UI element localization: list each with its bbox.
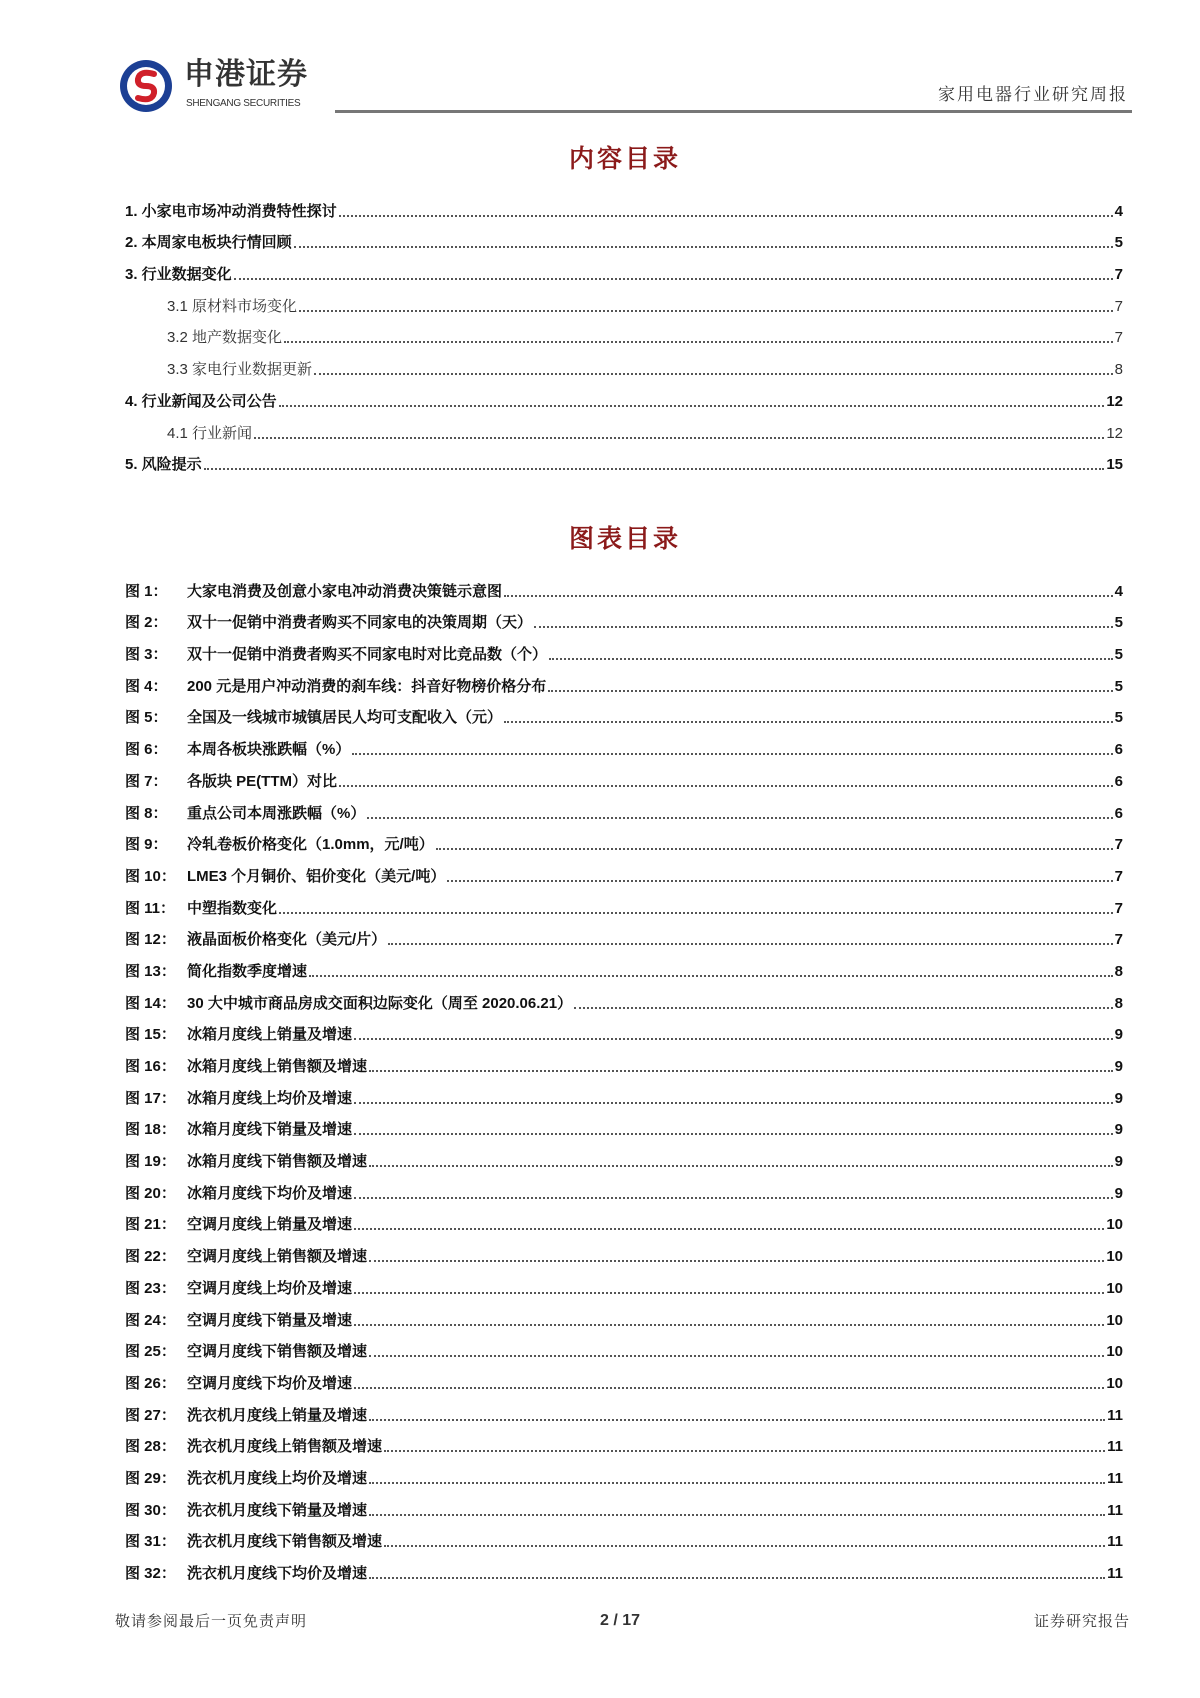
- toc-title: 内容目录: [568, 144, 681, 173]
- figure-entry[interactable]: [125, 982, 1123, 1014]
- footer-disclaimer: 敬请参阅最后一页免责声明: [115, 1612, 308, 1630]
- dot-leader: [369, 1577, 1105, 1579]
- dot-leader: [549, 658, 1113, 660]
- figure-entry-label: [125, 613, 532, 633]
- toc-entry-label: 3. 行业数据变化: [125, 266, 232, 284]
- page-indicator: 2 / 17: [600, 1612, 641, 1629]
- figure-entry-label: [125, 962, 307, 982]
- figure-entry-page: 9: [1114, 1121, 1123, 1139]
- toc-entry-page: 7: [1114, 329, 1123, 347]
- figure-entry-label: [125, 835, 434, 855]
- figure-entry-page: 7: [1114, 867, 1123, 885]
- figure-entry-text: 空调月度线下销售额及增速: [187, 1343, 368, 1361]
- figure-entry-label: [125, 1089, 352, 1109]
- figure-entry-number: 图 30：: [125, 1501, 176, 1519]
- figure-entry-page: 9: [1114, 1026, 1123, 1044]
- figure-entry-page: 11: [1107, 1406, 1123, 1424]
- figure-entry-page: 10: [1106, 1279, 1123, 1297]
- figure-entry-page: 5: [1114, 646, 1123, 664]
- figure-entry[interactable]: [125, 792, 1123, 824]
- figure-entry-text: 空调月度线上均价及增速: [187, 1279, 353, 1297]
- dot-leader: [354, 1133, 1113, 1135]
- dot-leader: [204, 468, 1105, 470]
- dot-leader: [384, 1545, 1105, 1547]
- figure-entry-text: 冰箱月度线上销量及增速: [187, 1026, 353, 1044]
- figure-entry[interactable]: [125, 1394, 1123, 1426]
- figure-entry-text: 全国及一线城市城镇居民人均可支配收入（元）: [187, 709, 503, 727]
- figure-entry-number: 图 8：: [125, 804, 168, 822]
- figure-entry-label: [125, 994, 572, 1014]
- figure-entry-number: 图 29：: [125, 1469, 176, 1487]
- figure-entry-number: 图 14：: [125, 994, 176, 1012]
- figure-entry-page: 7: [1114, 836, 1123, 854]
- figure-entry-page: 9: [1114, 1184, 1123, 1202]
- figure-entry-label: [125, 1342, 367, 1362]
- figure-entry-number: 图 10：: [125, 867, 176, 885]
- company-logo-icon: [118, 58, 174, 114]
- dot-leader: [369, 1482, 1105, 1484]
- toc-entry-page: 8: [1114, 361, 1123, 379]
- figure-entry[interactable]: [125, 1267, 1123, 1299]
- figure-entry[interactable]: [125, 1077, 1123, 1109]
- figure-entry-label: [125, 1057, 367, 1077]
- dot-leader: [574, 1007, 1113, 1009]
- figure-entry-text: 30 大中城市商品房成交面积边际变化（周至 2020.06.21）: [187, 994, 573, 1012]
- dot-leader: [339, 785, 1113, 787]
- dot-leader: [369, 1419, 1105, 1421]
- figure-entry-text: 冰箱月度线下销售额及增速: [187, 1153, 368, 1171]
- figure-entry-number: 图 17：: [125, 1089, 176, 1107]
- figure-entry-text: 空调月度线上销量及增速: [187, 1216, 353, 1234]
- figure-entry-number: 图 21：: [125, 1216, 176, 1234]
- figure-entry-number: 图 26：: [125, 1374, 176, 1392]
- footer-doc-type: 证券研究报告: [1033, 1612, 1130, 1630]
- figure-entry-label: [125, 677, 546, 697]
- dot-leader: [354, 1102, 1113, 1104]
- figure-entry-text: 冰箱月度线上销售额及增速: [187, 1058, 368, 1075]
- toc-entry-label: 4. 行业新闻及公司公告: [125, 392, 277, 410]
- figure-entry-number: 图 16：: [125, 1058, 176, 1075]
- figure-entry-label: [125, 645, 547, 665]
- figures-list: [125, 570, 1123, 1584]
- dot-leader: [354, 1038, 1113, 1040]
- figure-entry-number: 图 22：: [125, 1248, 176, 1266]
- figure-entry-text: 大家电消费及创意小家电冲动消费决策链示意图: [187, 582, 503, 600]
- figure-entry-label: [125, 930, 386, 950]
- toc-entry[interactable]: [125, 380, 1123, 412]
- toc-list: [125, 190, 1123, 475]
- figure-entry-number: 图 31：: [125, 1533, 176, 1551]
- toc-entry-page: 5: [1114, 234, 1123, 252]
- figure-entry[interactable]: [125, 1489, 1123, 1521]
- figure-entry[interactable]: [125, 1172, 1123, 1204]
- dot-leader: [354, 1292, 1104, 1294]
- dot-leader: [369, 1514, 1105, 1516]
- figure-entry-number: 图 32：: [125, 1565, 176, 1582]
- toc-entry[interactable]: [125, 285, 1123, 317]
- figure-entry-label: [125, 1120, 352, 1140]
- figure-entry[interactable]: [125, 665, 1123, 697]
- figure-entry-page: 5: [1114, 614, 1123, 632]
- figure-entry-number: 图 3：: [125, 646, 168, 664]
- figure-entry-text: 简化指数季度增速: [187, 962, 308, 980]
- figure-entry-label: [125, 867, 445, 887]
- figure-entry[interactable]: [125, 1362, 1123, 1394]
- figure-entry[interactable]: [125, 602, 1123, 634]
- figure-entry-number: 图 5：: [125, 709, 168, 727]
- figure-entry-number: 图 6：: [125, 741, 168, 759]
- figure-entry-number: 图 20：: [125, 1184, 176, 1202]
- figure-entry-text: 空调月度线下销量及增速: [187, 1311, 353, 1329]
- header-divider: [335, 110, 1132, 113]
- figure-entry-text: 冰箱月度线下销量及增速: [187, 1121, 353, 1139]
- figure-entry-label: [125, 1152, 367, 1172]
- figure-entry-page: 7: [1114, 931, 1123, 949]
- figure-entry-text: 双十一促销中消费者购买不同家电的决策周期（天）: [187, 614, 533, 632]
- figure-entry-page: 10: [1106, 1248, 1123, 1266]
- figure-entry-page: 6: [1114, 772, 1123, 790]
- figure-entry-text: LME3 个月铜价、铝价变化（美元/吨）: [187, 867, 446, 885]
- figure-entry-label: [125, 1501, 367, 1521]
- figure-entry-page: 11: [1107, 1469, 1123, 1487]
- dot-leader: [369, 1070, 1113, 1072]
- figure-entry-text: 冰箱月度线上均价及增速: [187, 1089, 353, 1107]
- dot-leader: [354, 1324, 1104, 1326]
- dot-leader: [504, 595, 1113, 597]
- figure-entry-number: 图 13：: [125, 962, 176, 980]
- dot-leader: [284, 341, 1113, 343]
- figure-entry-label: [125, 1532, 382, 1552]
- figure-entry-label: [125, 582, 502, 602]
- figure-entry[interactable]: [125, 1109, 1123, 1141]
- figure-entry[interactable]: [125, 1235, 1123, 1267]
- figure-entry-page: 6: [1114, 741, 1123, 759]
- toc-entry[interactable]: [125, 348, 1123, 380]
- figure-entry-page: 7: [1114, 899, 1123, 917]
- figure-entry[interactable]: [125, 919, 1123, 951]
- figure-entry-label: [125, 1469, 367, 1489]
- toc-entry-label: 1. 小家电市场冲动消费特性探讨: [125, 202, 337, 220]
- dot-leader: [354, 1387, 1104, 1389]
- dot-leader: [548, 690, 1112, 692]
- toc-entry[interactable]: [125, 412, 1123, 444]
- figure-entry-text: 洗衣机月度线上均价及增速: [187, 1469, 368, 1487]
- dot-leader: [234, 278, 1113, 280]
- dot-leader: [447, 880, 1112, 882]
- figures-title: 图表目录: [568, 524, 681, 553]
- figure-entry-number: 图 4：: [125, 677, 168, 695]
- dot-leader: [388, 943, 1112, 945]
- figure-entry-page: 10: [1106, 1311, 1123, 1329]
- figure-entry-page: 9: [1114, 1058, 1123, 1075]
- toc-entry-page: 12: [1106, 424, 1123, 442]
- figure-entry-number: 图 1：: [125, 582, 168, 600]
- figure-entry-number: 图 25：: [125, 1343, 176, 1361]
- figure-entry-label: [125, 1247, 367, 1267]
- figure-entry-page: 10: [1106, 1374, 1123, 1392]
- figure-entry[interactable]: [125, 855, 1123, 887]
- figure-entry-number: 图 9：: [125, 836, 168, 854]
- dot-leader: [369, 1165, 1113, 1167]
- figure-entry-text: 空调月度线下均价及增速: [187, 1374, 353, 1392]
- toc-entry-label: 2. 本周家电板块行情回顾: [125, 234, 292, 252]
- figure-entry-number: 图 15：: [125, 1026, 176, 1044]
- figure-entry-label: [125, 1374, 352, 1394]
- figure-entry-text: 液晶面板价格变化（美元/片）: [187, 931, 387, 949]
- figure-entry-page: 8: [1114, 994, 1123, 1012]
- figure-entry-number: 图 2：: [125, 614, 168, 632]
- dot-leader: [369, 1260, 1104, 1262]
- toc-entry-label: 3.3 家电行业数据更新: [167, 361, 313, 379]
- figure-entry-label: [125, 1279, 352, 1299]
- brand-name-en: SHENGANG SECURITIES: [186, 98, 301, 109]
- figure-entry[interactable]: [125, 1045, 1123, 1077]
- toc-entry[interactable]: [125, 190, 1123, 222]
- dot-leader: [294, 246, 1113, 248]
- figure-entry-number: 图 7：: [125, 772, 168, 790]
- figure-entry-text: 洗衣机月度线上销售额及增速: [187, 1438, 383, 1456]
- figure-entry-number: 图 19：: [125, 1153, 176, 1171]
- figure-entry-label: [125, 899, 277, 919]
- dot-leader: [339, 215, 1113, 217]
- figure-entry-page: 11: [1107, 1533, 1123, 1551]
- figure-entry-label: [125, 1311, 352, 1331]
- dot-leader: [369, 1355, 1104, 1357]
- figure-entry-text: 重点公司本周涨跌幅（%）: [187, 804, 366, 822]
- dot-leader: [367, 817, 1112, 819]
- figure-entry[interactable]: [125, 1204, 1123, 1236]
- figure-entry-page: 11: [1107, 1501, 1123, 1519]
- figure-entry[interactable]: [125, 1552, 1123, 1584]
- figure-entry-text: 洗衣机月度线下均价及增速: [187, 1565, 368, 1582]
- figure-entry-text: 200 元是用户冲动消费的刹车线：抖音好物榜价格分布: [187, 677, 547, 695]
- dot-leader: [354, 1197, 1113, 1199]
- dot-leader: [352, 753, 1112, 755]
- figure-entry-label: [125, 1406, 367, 1426]
- dot-leader: [354, 1228, 1104, 1230]
- dot-leader: [309, 975, 1113, 977]
- figure-entry[interactable]: [125, 728, 1123, 760]
- figure-entry[interactable]: [125, 633, 1123, 665]
- figure-entry-text: 各版块 PE(TTM）对比: [187, 772, 337, 790]
- figure-entry-page: 6: [1114, 804, 1123, 822]
- dot-leader: [299, 310, 1113, 312]
- figure-entry[interactable]: [125, 1426, 1123, 1458]
- toc-entry[interactable]: [125, 222, 1123, 254]
- figure-entry[interactable]: [125, 1521, 1123, 1553]
- figure-entry-text: 洗衣机月度线下销量及增速: [187, 1501, 368, 1519]
- figure-entry-number: 图 27：: [125, 1406, 176, 1424]
- dot-leader: [314, 373, 1113, 375]
- toc-entry-page: 7: [1114, 297, 1123, 315]
- figure-entry[interactable]: [125, 1140, 1123, 1172]
- report-type: 家用电器行业研究周报: [938, 85, 1128, 105]
- dot-leader: [534, 626, 1113, 628]
- figure-entry-label: [125, 1025, 352, 1045]
- figure-entry-text: 双十一促销中消费者购买不同家电时对比竞品数（个）: [187, 646, 548, 664]
- brand-name-cn: 申港证券: [184, 58, 308, 91]
- toc-entry-page: 7: [1114, 266, 1123, 284]
- figure-entry-page: 9: [1114, 1089, 1123, 1107]
- figure-entry-text: 冰箱月度线下均价及增速: [187, 1184, 353, 1202]
- toc-entry[interactable]: [125, 317, 1123, 349]
- figure-entry-number: 图 18：: [125, 1121, 176, 1139]
- figure-entry-number: 图 23：: [125, 1279, 176, 1297]
- figure-entry[interactable]: [125, 1331, 1123, 1363]
- figure-entry[interactable]: [125, 697, 1123, 729]
- figure-entry-label: [125, 1184, 352, 1204]
- toc-entry-label: 3.2 地产数据变化: [167, 329, 283, 347]
- toc-entry-page: 12: [1106, 392, 1123, 410]
- figure-entry[interactable]: [125, 1299, 1123, 1331]
- figure-entry-number: 图 12：: [125, 931, 176, 949]
- figure-entry[interactable]: [125, 570, 1123, 602]
- figure-entry-number: 图 11：: [125, 899, 176, 917]
- toc-entry-label: 5. 风险提示: [125, 456, 202, 474]
- figure-entry[interactable]: [125, 1014, 1123, 1046]
- figure-entry-page: 10: [1106, 1216, 1123, 1234]
- toc-entry[interactable]: [125, 253, 1123, 285]
- dot-leader: [504, 721, 1113, 723]
- figure-entry-page: 4: [1114, 582, 1123, 600]
- dot-leader: [384, 1450, 1105, 1452]
- figure-entry-label: [125, 708, 502, 728]
- figure-entry-label: [125, 1215, 352, 1235]
- figure-entry-label: [125, 740, 350, 760]
- figure-entry-label: [125, 1437, 382, 1457]
- figure-entry[interactable]: [125, 760, 1123, 792]
- figure-entry-number: 图 24：: [125, 1311, 176, 1329]
- figure-entry-page: 9: [1114, 1153, 1123, 1171]
- figure-entry-page: 5: [1114, 677, 1123, 695]
- toc-entry-page: 15: [1106, 456, 1123, 474]
- dot-leader: [279, 912, 1113, 914]
- figure-entry-text: 本周各板块涨跌幅（%）: [187, 741, 351, 759]
- toc-entry-label: 3.1 原材料市场变化: [167, 297, 298, 315]
- dot-leader: [279, 405, 1105, 407]
- figure-entry-page: 11: [1107, 1565, 1123, 1582]
- figure-entry-page: 10: [1106, 1343, 1123, 1361]
- figure-entry-text: 中塑指数变化: [187, 899, 278, 917]
- figure-entry-page: 8: [1114, 962, 1123, 980]
- figure-entry[interactable]: [125, 887, 1123, 919]
- figure-entry-number: 图 28：: [125, 1438, 176, 1456]
- figure-entry-label: [125, 804, 365, 824]
- figure-entry-text: 空调月度线上销售额及增速: [187, 1248, 368, 1266]
- figure-entry-text: 洗衣机月度线上销量及增速: [187, 1406, 368, 1424]
- figure-entry-page: 5: [1114, 709, 1123, 727]
- figure-entry[interactable]: [125, 950, 1123, 982]
- figure-entry-page: 11: [1107, 1438, 1123, 1456]
- figure-entry-text: 冷轧卷板价格变化（1.0mm，元/吨）: [187, 836, 434, 854]
- figure-entry-label: [125, 772, 337, 792]
- figure-entry-label: [125, 1564, 367, 1584]
- toc-entry-label: 4.1 行业新闻: [167, 424, 253, 442]
- toc-entry-page: 4: [1114, 202, 1123, 220]
- figure-entry-text: 洗衣机月度线下销售额及增速: [187, 1533, 383, 1551]
- toc-entry[interactable]: [125, 444, 1123, 476]
- figure-entry[interactable]: [125, 1457, 1123, 1489]
- dot-leader: [436, 848, 1113, 850]
- dot-leader: [254, 437, 1104, 439]
- figure-entry[interactable]: [125, 824, 1123, 856]
